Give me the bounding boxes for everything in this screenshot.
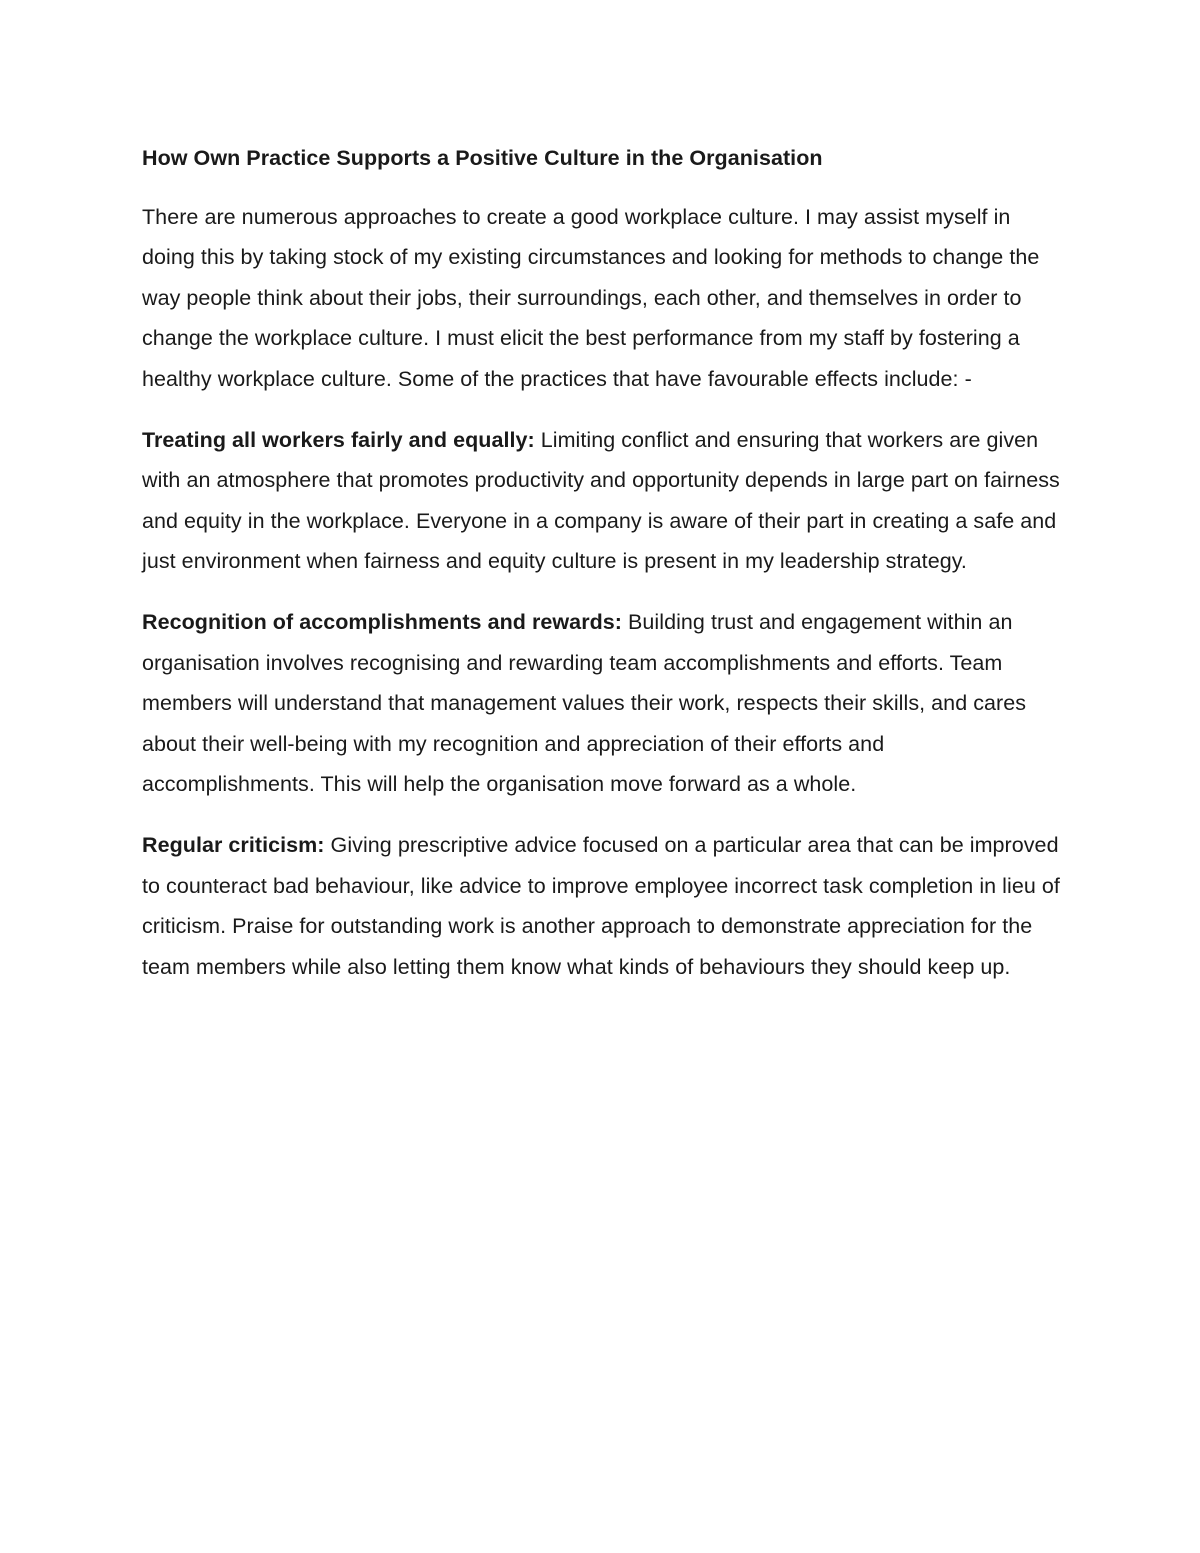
section-heading: Treating all workers fairly and equally: [142, 427, 535, 452]
section-heading: Recognition of accomplishments and rewards: [142, 609, 623, 634]
section-recognition [142, 602, 1062, 805]
section-regular-criticism [142, 825, 1062, 987]
document-title: How Own Practice Supports a Positive Culture in the Organisation [142, 146, 823, 170]
section-text: Giving prescriptive advice focused on a particular area that can be improved to counteract bad behaviour, like advice to improve employee incorrect task completion in lieu of criticism. Praise for outstanding work is another approach to demonstrate appreciation for the team members while also letting them know what kinds of behaviours they should keep up. [142, 832, 1060, 979]
section-heading: Regular criticism: [142, 832, 325, 857]
intro-paragraph: There are numerous approaches to create a good workplace culture. I may assist myself in doing this by taking stock of my existing circumstances and looking for methods to change the way people think about their jobs, their surroundings, each other, and themselves in order to change the workplace culture. I must elicit the best performance from my staff by fostering a healthy workplace culture. Some of the practices that have favourable effects include: - [142, 204, 1040, 391]
section-text: Building trust and engagement within an organisation involves recognising and rewarding team accomplishments and efforts. Team members will understand that management values their work, respects their skills, and cares about their well-being with my recognition and appreciation of their efforts and accomplishments. This will help the organisation move forward as a whole. [142, 609, 1027, 797]
section-text: Limiting conflict and ensuring that workers are given with an atmosphere that promotes productivity and opportunity depends in large part on fairness and equity in the workplace. Everyone in a company is aware of their part in creating a safe and just environment when fairness and equity culture is present in my leadership strategy. [142, 427, 1060, 574]
section-fair-treatment [142, 420, 1062, 582]
document-body [142, 138, 1062, 1007]
